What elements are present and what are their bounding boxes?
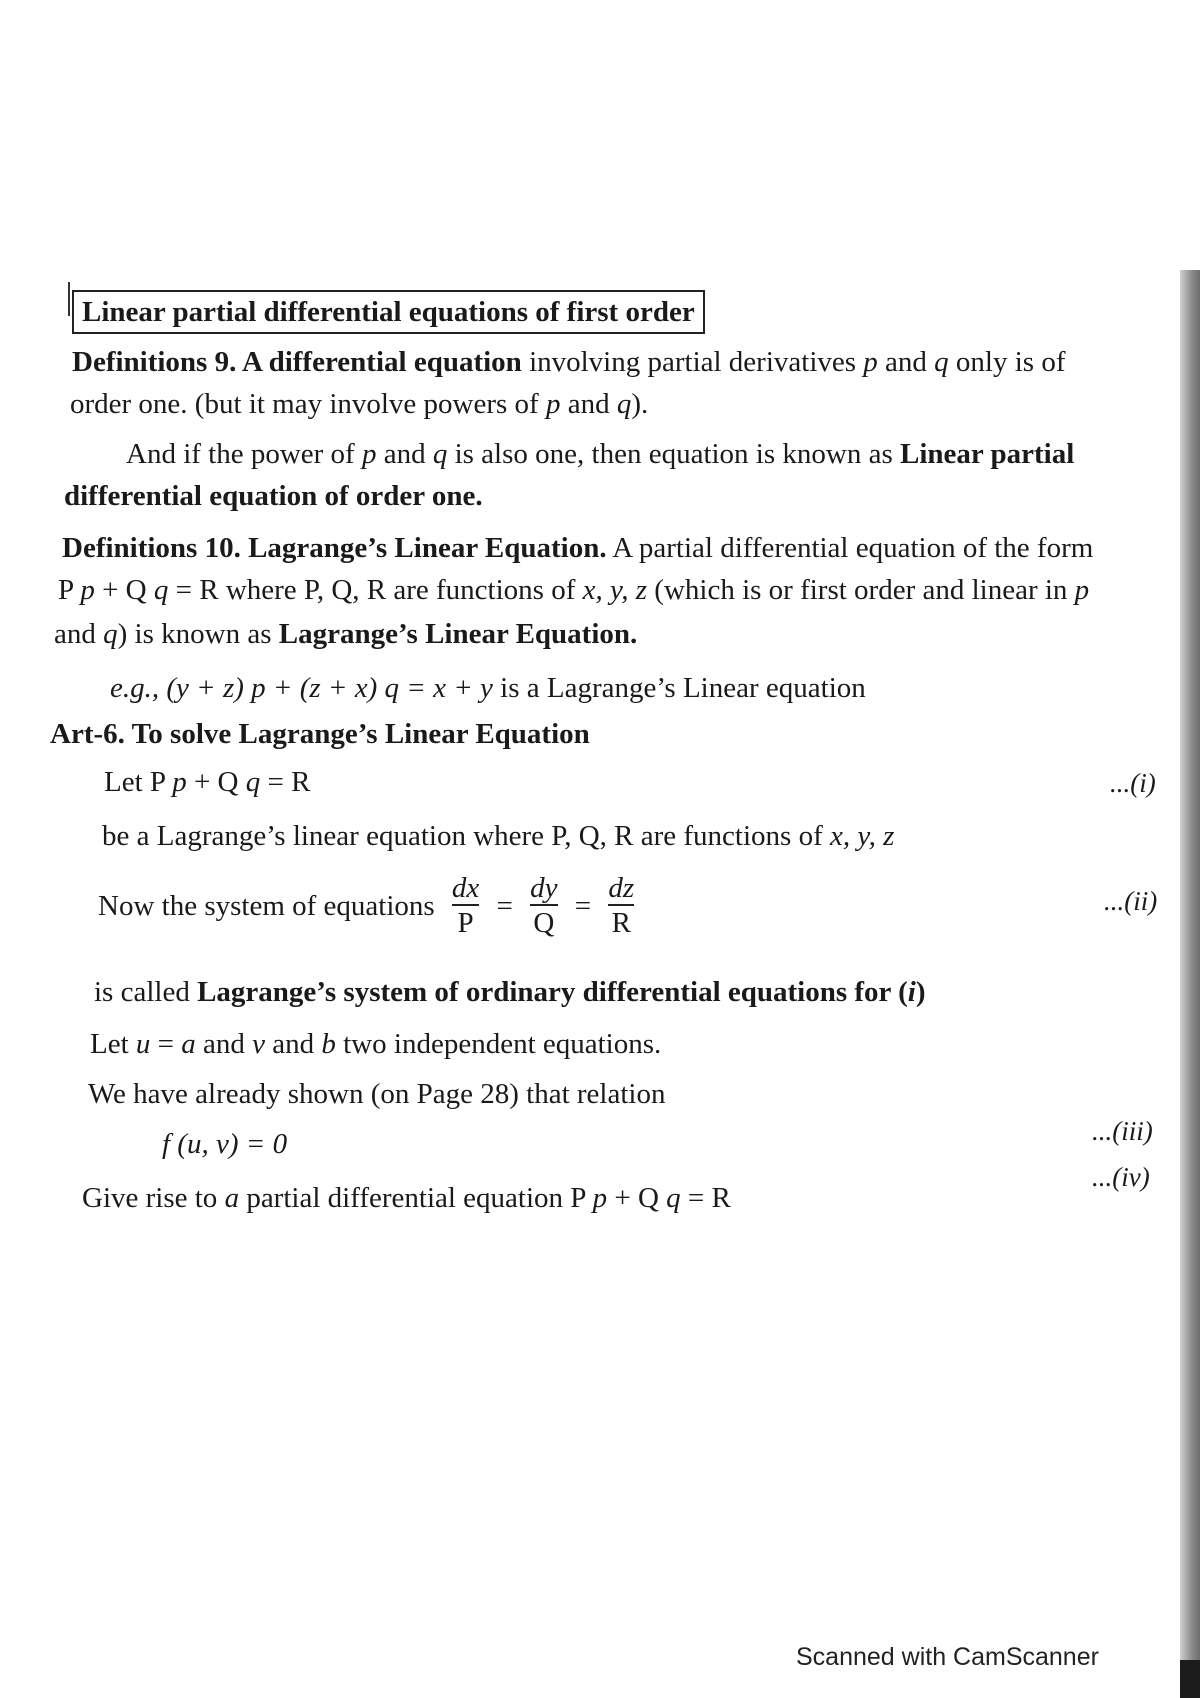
be-line: be a Lagrange’s linear equation where P, Q, R are functions of x, y, z bbox=[102, 820, 895, 852]
system-line: Now the system of equations $\frac{dx}{P}$ = $\frac{dy}{Q}$ = $\frac{dz}{R}$ bbox=[98, 872, 635, 939]
called-line: is called Lagrange’s system of ordinary differential equations for (i) bbox=[94, 976, 926, 1008]
give-rise-line: Give rise to a partial differential equation P p + Q q = R bbox=[82, 1182, 731, 1214]
example-line: e.g., (y + z) p + (z + x) q = x + y is a Lagrange’s Linear equation bbox=[110, 672, 866, 704]
def9-line1: Definitions 9. A differential equation involving partial derivatives p and q only is of bbox=[72, 346, 1066, 378]
def10-label: Definitions 10. Lagrange’s Linear Equation. bbox=[62, 532, 607, 564]
equation-ref-ii: ...(ii) bbox=[1104, 886, 1158, 916]
def10-line1: Definitions 10. Lagrange’s Linear Equation. A partial differential equation of the form bbox=[62, 532, 1094, 564]
fraction-dx-P: $\frac{dx}{P}$ bbox=[451, 872, 480, 939]
page-edge-dark bbox=[1180, 1660, 1200, 1698]
shown-line: We have already shown (on Page 28) that relation bbox=[88, 1078, 666, 1110]
let-u-line: Let u = a and v and b two independent equations. bbox=[90, 1028, 662, 1060]
art6-heading: Art-6. To solve Lagrange’s Linear Equation bbox=[50, 718, 590, 750]
def9-line2: order one. (but it may involve powers of p and q). bbox=[70, 388, 649, 420]
page-edge-shadow bbox=[1180, 270, 1200, 1660]
fraction-dy-Q: $\frac{dy}{Q}$ bbox=[530, 872, 558, 939]
def10-line2: P p + Q q = R where P, Q, R are functions of x, y, z (which is or first order and linear in p bbox=[58, 574, 1090, 606]
fraction-dz-R: $\frac{dz}{R}$ bbox=[608, 872, 635, 939]
def9-para2-line2: differential equation of order one. bbox=[64, 480, 483, 512]
margin-tick bbox=[68, 282, 70, 316]
def9-label: Definitions 9. A differential equation bbox=[72, 346, 522, 378]
section-heading: Linear partial differential equations of first order bbox=[72, 290, 705, 334]
def9-para2-line1: And if the power of p and q is also one, then equation is known as Linear partial bbox=[126, 438, 1075, 470]
equation-ref-i: ...(i) bbox=[1110, 768, 1156, 798]
equation-ref-iv: ...(iv) bbox=[1092, 1162, 1150, 1192]
equation-ref-iii: ...(iii) bbox=[1092, 1116, 1153, 1146]
scanner-watermark: Scanned with CamScanner bbox=[796, 1643, 1099, 1671]
relation-expression: f (u, v) = 0 bbox=[162, 1128, 288, 1160]
def10-line3: and q) is known as Lagrange’s Linear Equation. bbox=[54, 618, 638, 650]
let-equation-line: Let P p + Q q = R bbox=[104, 766, 311, 798]
